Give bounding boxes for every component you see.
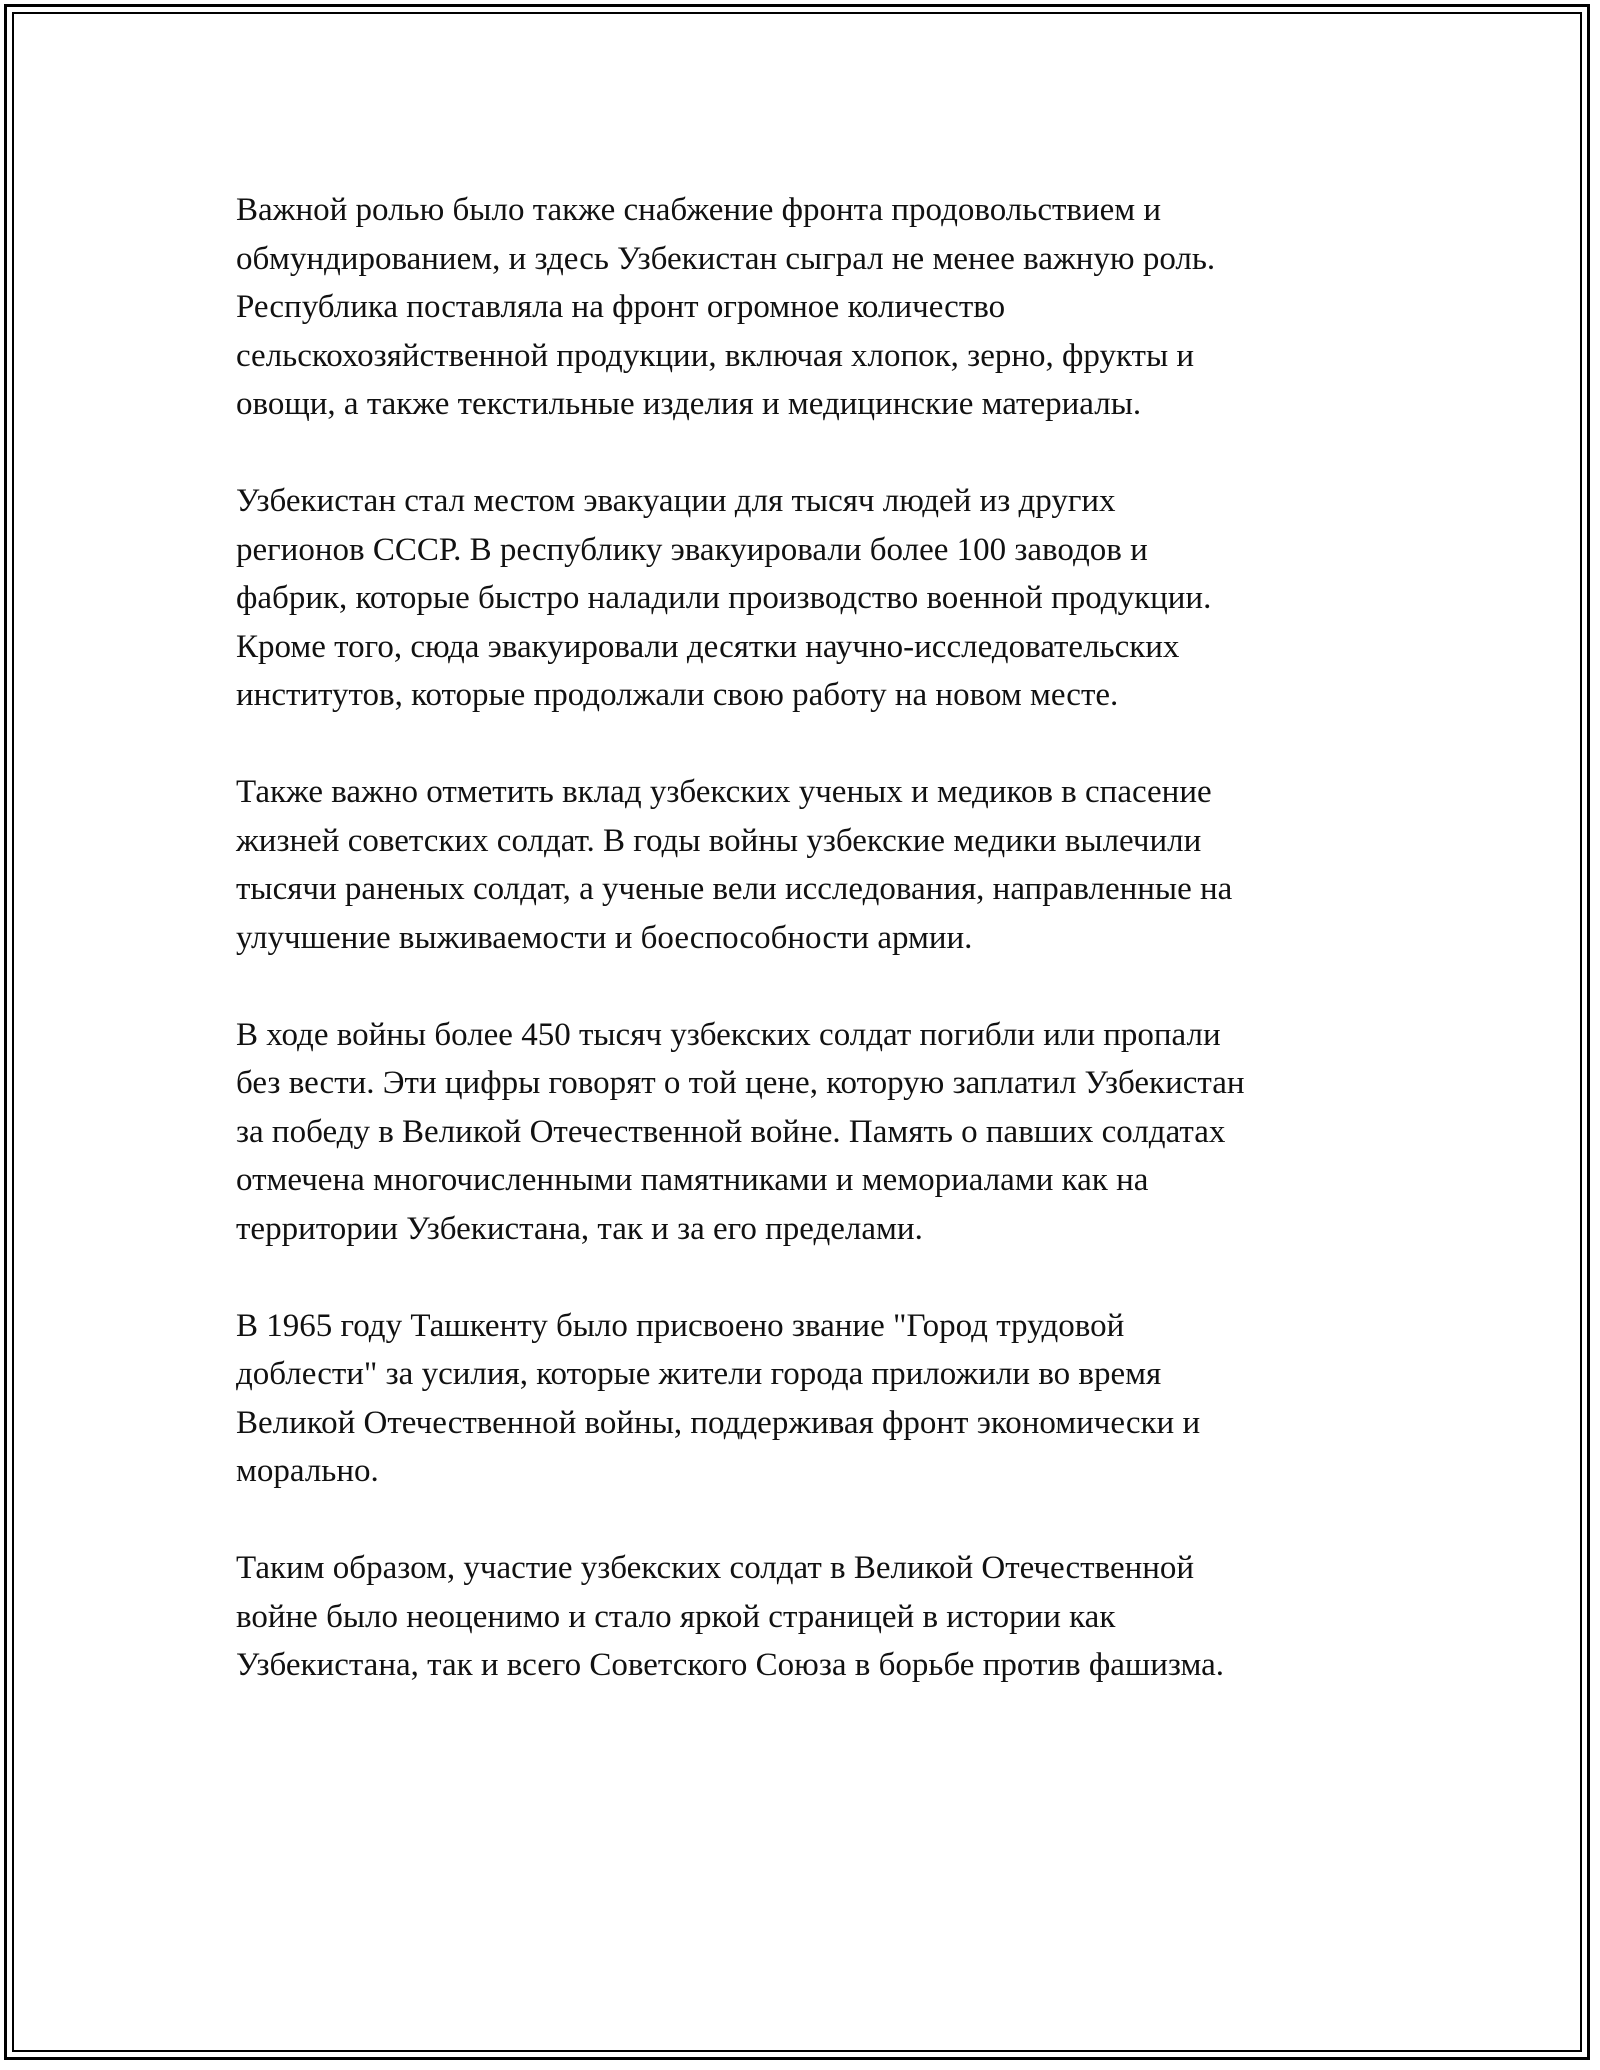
- paragraph-4: В ходе войны более 450 тысяч узбекских солдат погибли или пропали без вести. Эти цифры говорят о той цене, которую заплатил Узбекистан за победу в Великой Отечественной войне. Память о павших солдатах отмечена многочисленными памятниками и мемориалами как на территории Узбекистана, так и за его пределами.: [236, 1016, 1245, 1247]
- paragraph-1: Важной ролью было также снабжение фронта продовольствием и обмундированием, и здесь Узбекистан сыграл не менее важную роль. Республика поставляла на фронт огромное количество сельскохозяйственной продукции, включая хлопок, зерно, фрукты и овощи, а также текстильные изделия и медицинские материалы.: [236, 192, 1216, 422]
- paragraph-5: В 1965 году Ташкенту было присвоено звание "Город трудовой доблести" за усилия, которые жители города приложили во время Великой Отечественной войны, поддерживая фронт экономически и морально.: [236, 1307, 1201, 1489]
- document-body: [236, 186, 1376, 1738]
- paragraph-6: Таким образом, участие узбекских солдат в Великой Отечественной войне было неоценимо и стало яркой страницей в истории как Узбекистана, так и всего Советского Союза в борьбе против фашизма.: [236, 1550, 1225, 1683]
- paragraph-2: Узбекистан стал местом эвакуации для тысяч людей из других регионов СССР. В республику эвакуировали более 100 заводов и фабрик, которые быстро наладили производство военной продукции. Кроме того, сюда эвакуировали десятки научно-исследовательских институтов, которые продолжали свою работу на новом месте.: [236, 483, 1212, 713]
- paragraph-3: Также важно отметить вклад узбекских ученых и медиков в спасение жизней советских солдат. В годы войны узбекские медики вылечили тысячи раненых солдат, а ученые вели исследования, направленные на улучшение выживаемости и боеспособности армии.: [236, 774, 1233, 956]
